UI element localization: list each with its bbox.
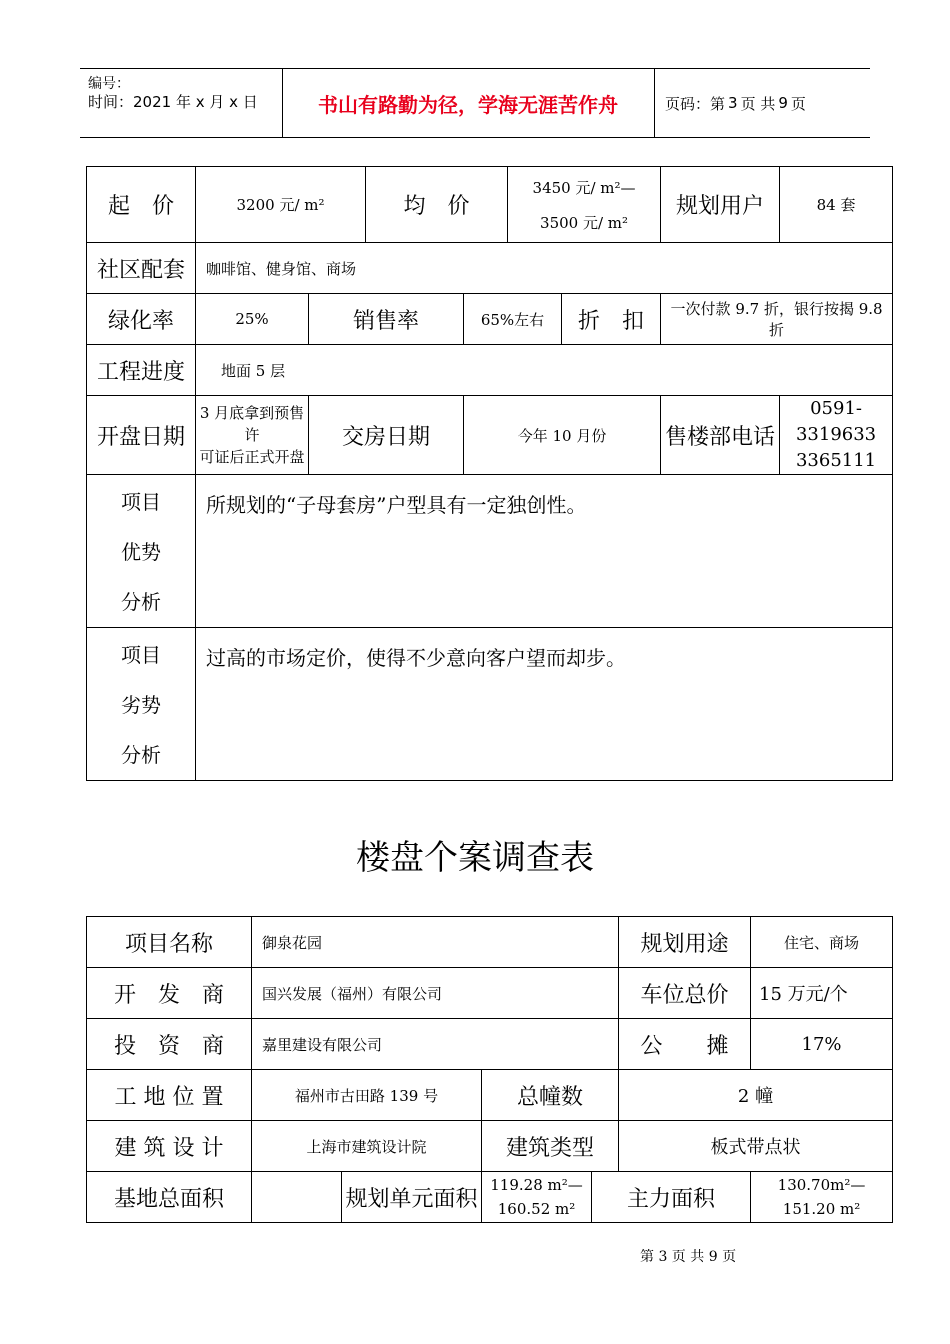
advantage-label-line: 分析 [121, 590, 161, 614]
page-mid: 页 共 [740, 94, 776, 113]
sales-rate-value: 65%左右 [464, 294, 562, 345]
opening-date-line1: 3 月底拿到预售许 [199, 404, 305, 444]
unit-area-label: 规划单元面积 [342, 1172, 482, 1223]
base-area-value [252, 1172, 342, 1223]
investor-value: 嘉里建设有限公司 [252, 1019, 619, 1070]
start-price-label: 起 价 [87, 167, 196, 243]
page-prefix: 页码：第 [665, 94, 726, 113]
site-label: 工 地 位 置 [87, 1070, 252, 1121]
investor-label: 投 资 商 [87, 1019, 252, 1070]
disadvantage-label-line: 劣势 [121, 693, 161, 717]
community-value: 咖啡馆、健身馆、商场 [196, 243, 893, 294]
unit-area-value [482, 1172, 592, 1223]
header-motto: 书山有路勤为径，学海无涯苦作舟 [318, 92, 618, 117]
opening-date-value [196, 396, 309, 475]
discount-label: 折 扣 [562, 294, 661, 345]
page-suffix: 页 [790, 94, 806, 113]
design-label: 建 筑 设 计 [87, 1121, 252, 1172]
avg-price-line1: 3450 元/ m²— [532, 178, 636, 197]
buildings-value: 2 幢 [619, 1070, 893, 1121]
design-value: 上海市建筑设计院 [252, 1121, 482, 1172]
header-motto-cell [282, 69, 655, 137]
unit-area-line1: 119.28 m²— [490, 1176, 583, 1194]
progress-label: 工程进度 [87, 345, 196, 396]
sales-phone-line1: 0591-3319633 [795, 398, 877, 445]
project-name-value: 御泉花园 [252, 917, 619, 968]
advantage-label-line: 项目 [121, 490, 161, 514]
planned-households-label: 规划用户 [661, 167, 780, 243]
building-type-value: 板式带点状 [619, 1121, 893, 1172]
sales-rate-label: 销售率 [309, 294, 464, 345]
main-area-value [751, 1172, 893, 1223]
advantage-label-line: 优势 [121, 540, 161, 564]
project-info-table [86, 166, 893, 781]
delivery-date-value: 今年 10 月份 [464, 396, 661, 475]
sales-phone-value [780, 396, 893, 475]
advantage-analysis: 所规划的“子母套房”户型具有一定独创性。 [196, 475, 893, 628]
developer-label: 开 发 商 [87, 968, 252, 1019]
header-info-cell [80, 69, 283, 137]
opening-date-label: 开盘日期 [87, 396, 196, 475]
disadvantage-analysis: 过高的市场定价，使得不少意向客户望而却步。 [196, 628, 893, 781]
parking-label: 车位总价 [619, 968, 751, 1019]
usage-value: 住宅、商场 [751, 917, 893, 968]
page-title: 楼盘个案调查表 [356, 838, 594, 878]
green-rate-label: 绿化率 [87, 294, 196, 345]
header-page-cell [655, 69, 870, 137]
planned-households-value: 84 套 [780, 167, 893, 243]
main-area-label: 主力面积 [592, 1172, 751, 1223]
page-number: 3 [728, 94, 738, 112]
main-area-line2: 151.20 m² [782, 1200, 861, 1218]
discount-value: 一次付款 9.7 折，银行按揭 9.8 折 [661, 294, 893, 345]
case-survey-table [86, 916, 893, 1223]
site-value: 福州市古田路 139 号 [252, 1070, 482, 1121]
document-number-label: 编号： [88, 76, 130, 92]
main-area-line1: 130.70m²— [777, 1176, 866, 1194]
delivery-date-label: 交房日期 [309, 396, 464, 475]
community-label: 社区配套 [87, 243, 196, 294]
sales-phone-line2: 3365111 [795, 450, 877, 471]
document-time-label: 时间：2021 年 x 月 x 日 [88, 93, 258, 111]
disadvantage-label-line: 项目 [121, 643, 161, 667]
disadvantage-label-line: 分析 [121, 743, 161, 767]
disadvantage-label [87, 628, 196, 781]
advantage-label [87, 475, 196, 628]
buildings-label: 总幢数 [482, 1070, 619, 1121]
share-label: 公 摊 [619, 1019, 751, 1070]
developer-value: 国兴发展（福州）有限公司 [252, 968, 619, 1019]
progress-value: 地面 5 层 [196, 345, 893, 396]
parking-value: 15 万元/个 [751, 968, 893, 1019]
footer-page-number: 第 3 页 共 9 页 [640, 1249, 737, 1265]
base-area-label: 基地总面积 [87, 1172, 252, 1223]
unit-area-line2: 160.52 m² [497, 1200, 576, 1218]
usage-label: 规划用途 [619, 917, 751, 968]
building-type-label: 建筑类型 [482, 1121, 619, 1172]
opening-date-line2: 可证后正式开盘 [199, 448, 305, 466]
avg-price-label: 均 价 [366, 167, 508, 243]
start-price-value: 3200 元/ m² [196, 167, 366, 243]
page-total: 9 [778, 94, 788, 112]
page-header [80, 68, 870, 138]
project-name-label: 项目名称 [87, 917, 252, 968]
share-value: 17% [751, 1019, 893, 1070]
avg-price-line2: 3500 元/ m² [540, 213, 629, 232]
green-rate-value: 25% [196, 294, 309, 345]
sales-phone-label: 售楼部电话 [661, 396, 780, 475]
avg-price-value [508, 167, 661, 243]
